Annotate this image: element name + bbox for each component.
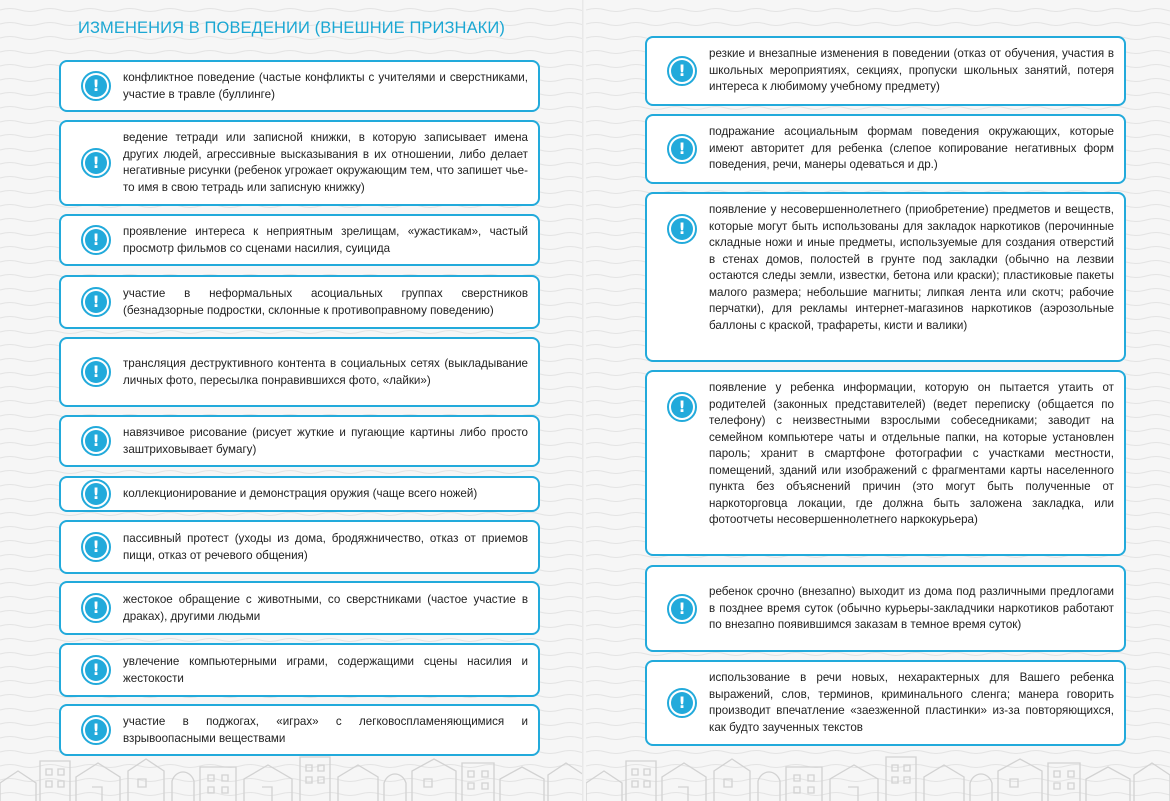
house-outline bbox=[300, 757, 330, 801]
house-outline bbox=[0, 771, 36, 801]
house-outline bbox=[998, 759, 1042, 801]
exclamation-icon: ! bbox=[81, 655, 111, 685]
item-text: использование в речи новых, нехарактерных для Вашего ребенка выражений, слов, терминов, криминального сленга; манера говорить производит впечатление «заезженной пластинки» из-за повторяющихся, как будто заученных текстов bbox=[709, 671, 1114, 734]
wave-line bbox=[586, 107, 1170, 110]
house-outline bbox=[548, 763, 584, 801]
item-text: появление у ребенка информации, которую он пытается утаить от родителей (законных представителей) (ведет переписку (общается по телефону) с неизвестными взрослыми собеседниками; заводит на семейном компьютере чаты и отдельные папки, на которые установлен пароль; хранит в смартфоне фотографии с участками местности, помещений, зданий или изображений с фрагментами карты населенного пункта без объяснений причин (это могут быть полученные от наркоторговца локации, где должна быть заложена закладка, или фотоотчеты несовершеннолетнего наркокурьера) bbox=[709, 381, 1114, 526]
list-item bbox=[59, 476, 540, 512]
house-outline bbox=[786, 767, 822, 801]
houses-illustration bbox=[0, 731, 584, 801]
house-outline bbox=[40, 761, 70, 801]
house-outline bbox=[1134, 763, 1170, 801]
exclamation-icon: ! bbox=[81, 426, 111, 456]
list-item bbox=[59, 643, 540, 697]
wave-line bbox=[0, 51, 584, 54]
wave-line bbox=[586, 9, 1170, 12]
exclamation-icon: ! bbox=[81, 148, 111, 178]
house-outline bbox=[714, 759, 750, 801]
list-item bbox=[645, 370, 1126, 556]
house-outline bbox=[662, 763, 706, 801]
item-text: резкие и внезапные изменения в поведении (отказ от обучения, участия в школьных мероприятиях, секциях, пропуски школьных занятий, потеря интереса к любимому учебному предмету) bbox=[709, 47, 1114, 93]
item-text: увлечение компьютерными играми, содержащими сцены насилия и жестокости bbox=[123, 655, 528, 685]
wave-line bbox=[0, 639, 584, 642]
house-outline bbox=[970, 774, 992, 801]
house-outline bbox=[338, 765, 378, 801]
item-text: пассивный протест (уходы из дома, бродяжничество, отказ от приемов пищи, отказ от речевого общения) bbox=[123, 532, 528, 562]
exclamation-icon: ! bbox=[81, 532, 111, 562]
list-item bbox=[59, 520, 540, 574]
right-page bbox=[586, 0, 1170, 801]
exclamation-icon: ! bbox=[81, 357, 111, 387]
exclamation-icon: ! bbox=[667, 392, 697, 422]
house-outline bbox=[172, 772, 194, 801]
exclamation-icon: ! bbox=[81, 479, 111, 509]
item-text: коллекционирование и демонстрация оружия (чаще всего ножей) bbox=[123, 487, 478, 500]
item-text: проявление интереса к неприятным зрелищам, «ужастикам», частый просмотр фильмов со сценами насилия, суицида bbox=[123, 225, 528, 255]
house-outline bbox=[128, 759, 164, 801]
list-item bbox=[59, 581, 540, 635]
list-item bbox=[645, 114, 1126, 184]
house-outline bbox=[1086, 767, 1130, 801]
item-text: подражание асоциальным формам поведения окружающих, которые имеют авторитет для ребенка (слепое копирование негативных форм поведения, речи, манеры одеваться и др.) bbox=[709, 125, 1114, 171]
list-item bbox=[645, 36, 1126, 106]
house-outline bbox=[384, 774, 406, 801]
house-outline bbox=[586, 771, 622, 801]
exclamation-icon: ! bbox=[81, 287, 111, 317]
house-outline bbox=[412, 759, 456, 801]
exclamation-icon: ! bbox=[81, 71, 111, 101]
list-item bbox=[59, 275, 540, 329]
house-outline bbox=[830, 765, 878, 801]
house-outline bbox=[758, 772, 780, 801]
list-item bbox=[59, 214, 540, 266]
house-outline bbox=[200, 767, 236, 801]
item-text: трансляция деструктивного контента в социальных сетях (выкладывание личных фото, пересылка понравившихся фото, «лайки») bbox=[123, 357, 528, 387]
list-item bbox=[645, 565, 1126, 652]
wave-line bbox=[586, 653, 1170, 656]
list-item bbox=[645, 192, 1126, 362]
exclamation-icon: ! bbox=[81, 225, 111, 255]
exclamation-icon: ! bbox=[667, 214, 697, 244]
item-text: участие в неформальных асоциальных группах сверстников (безнадзорные подростки, склонные к противоправному поведению) bbox=[123, 287, 528, 317]
item-text: ведение тетради или записной книжки, в которую записывает имена других людей, агрессивные высказывания в их отношении, либо делает негативные рисунки (ребенок угрожает окружающим тем, что запишет чье-то имя в свою тетрадь или записную книжку) bbox=[123, 131, 528, 194]
item-text: жестокое обращение с животными, со сверстниками (частое участие в драках), другими людьми bbox=[123, 593, 528, 623]
list-item bbox=[59, 60, 540, 112]
list-item bbox=[59, 415, 540, 467]
wave-line bbox=[0, 513, 584, 516]
exclamation-icon: ! bbox=[667, 594, 697, 624]
exclamation-icon: ! bbox=[667, 134, 697, 164]
house-outline bbox=[462, 763, 494, 801]
list-item bbox=[59, 337, 540, 407]
houses-illustration bbox=[586, 731, 1170, 801]
house-outline bbox=[76, 763, 120, 801]
item-text: участие в поджогах, «играх» с легковоспламеняющимися и взрывоопасными веществами bbox=[123, 715, 528, 745]
exclamation-icon: ! bbox=[667, 56, 697, 86]
house-outline bbox=[924, 765, 964, 801]
item-text: навязчивое рисование (рисует жуткие и пугающие картины либо просто заштриховывает бумагу) bbox=[123, 426, 528, 456]
item-text: конфликтное поведение (частые конфликты с учителями и сверстниками, участие в травле (буллинге) bbox=[123, 71, 528, 101]
wave-line bbox=[0, 9, 584, 12]
page-title: ИЗМЕНЕНИЯ В ПОВЕДЕНИИ (ВНЕШНИЕ ПРИЗНАКИ) bbox=[78, 19, 505, 37]
house-outline bbox=[500, 767, 544, 801]
house-outline bbox=[626, 761, 656, 801]
wave-line bbox=[0, 331, 584, 334]
house-outline bbox=[1048, 763, 1080, 801]
wave-line bbox=[586, 23, 1170, 26]
exclamation-icon: ! bbox=[667, 688, 697, 718]
wave-line bbox=[0, 471, 584, 474]
exclamation-icon: ! bbox=[81, 593, 111, 623]
list-item bbox=[59, 120, 540, 206]
item-text: появление у несовершеннолетнего (приобретение) предметов и веществ, которые могут быть использованы для закладок наркотиков (перочинные складные ножи и иные предметы, используемые для создания отверстий в стенах домов, полостей в грунте под закладки (обычно на лезвии остаются следы земли, известки, бетона или краски); пластиковые пакеты малого размера; небольшие магниты; липкая лента или скотч; рабочие перчатки), для рекламы интернет-магазинов наркотиков (аэрозольные баллоны с краской, трафареты, кисти и валики) bbox=[709, 203, 1114, 332]
left-page bbox=[0, 0, 584, 801]
house-outline bbox=[886, 757, 916, 801]
house-outline bbox=[244, 765, 292, 801]
item-text: ребенок срочно (внезапно) выходит из дома под различными предлогами в позднее время суток (обычно курьеры-закладчики наркотиков работают по внезапно появившимся заказам в темное время суток) bbox=[709, 585, 1114, 631]
exclamation-icon: ! bbox=[81, 715, 111, 745]
